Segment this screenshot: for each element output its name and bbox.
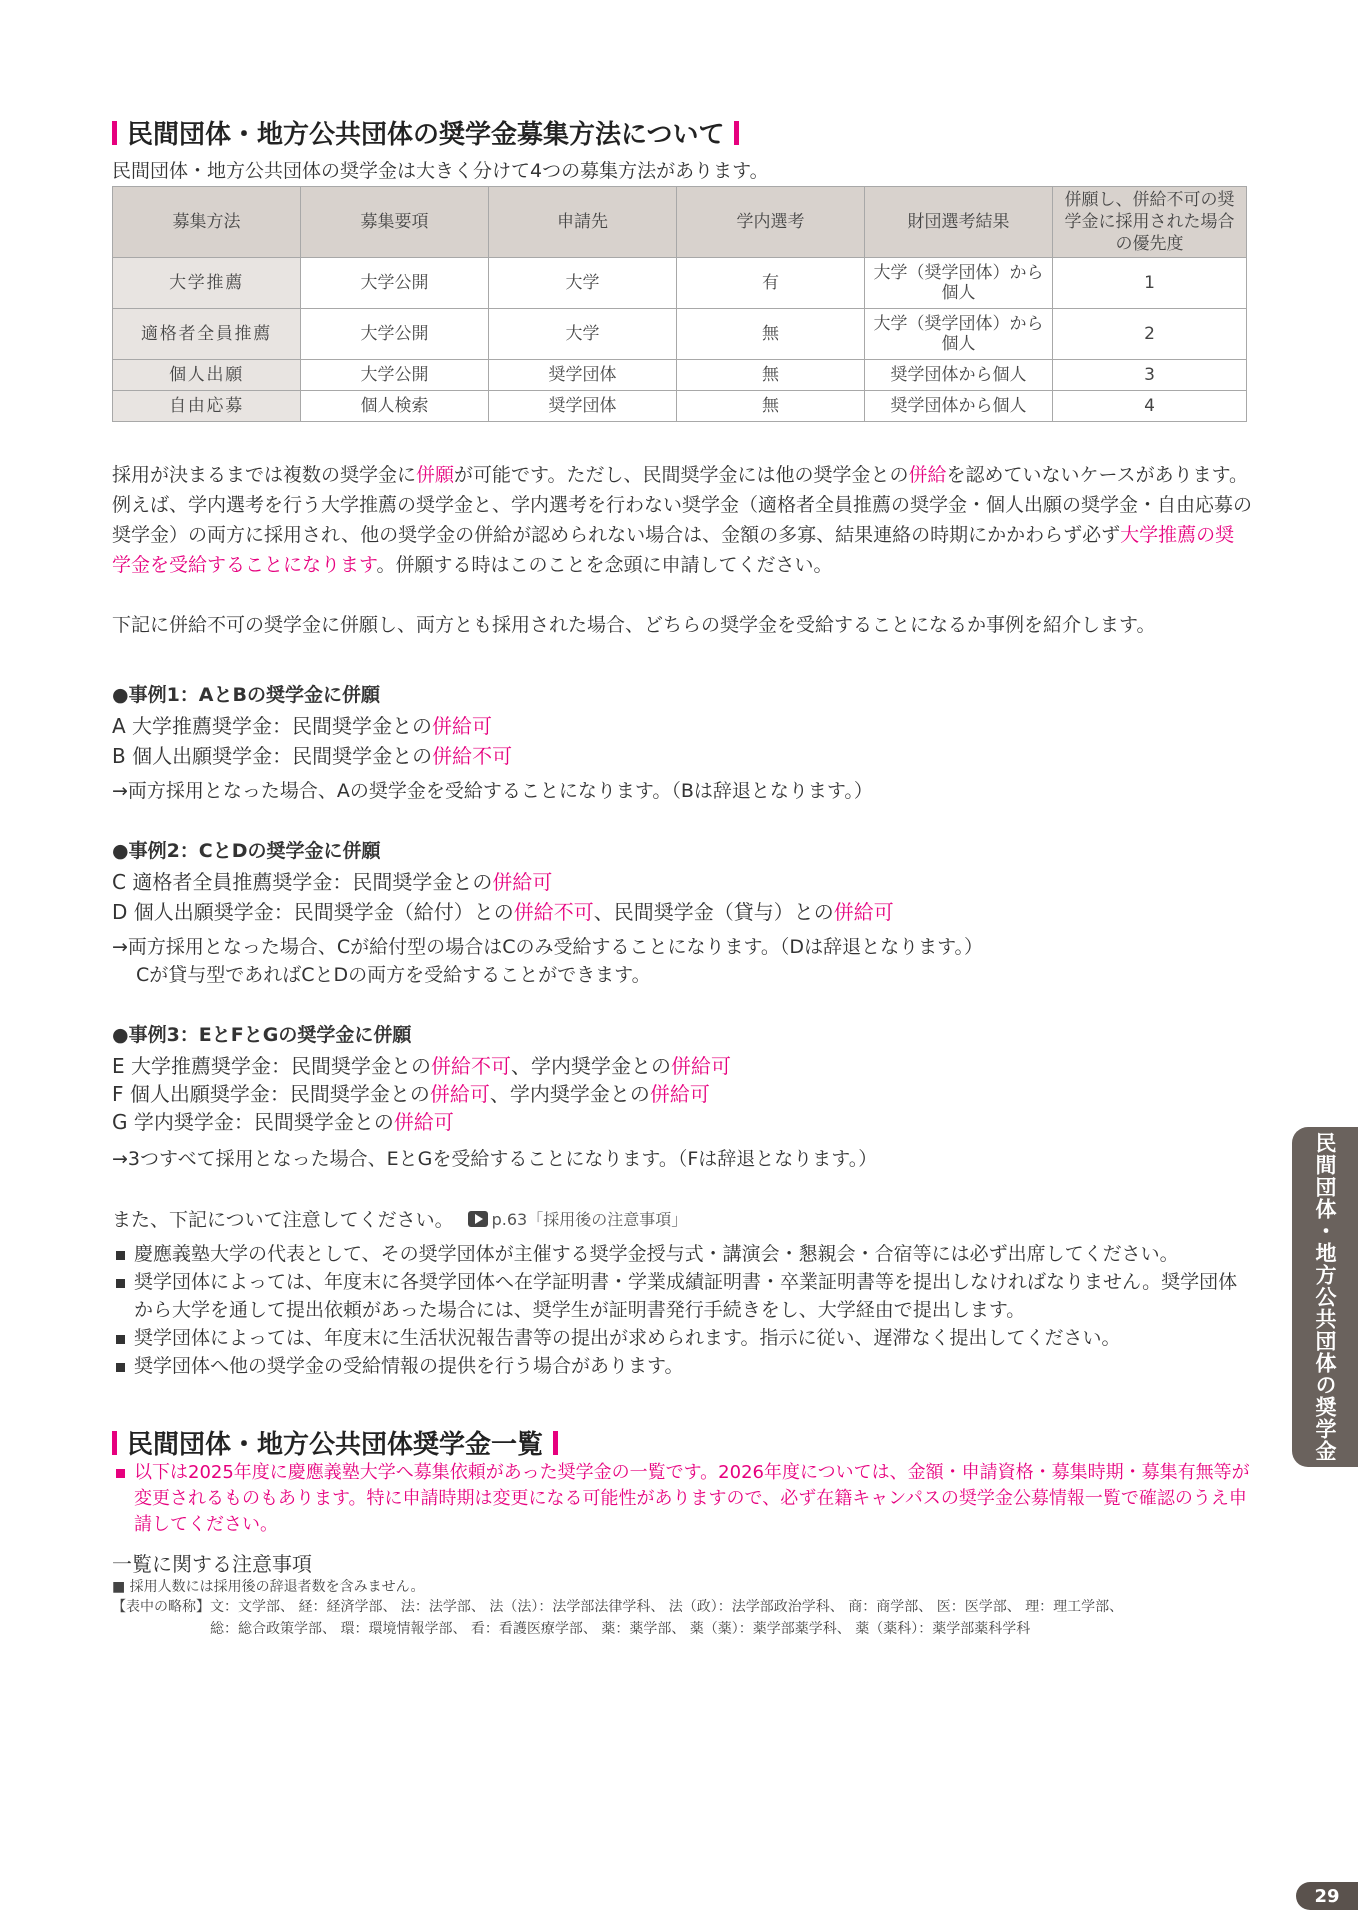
- case2-line-d: [112, 896, 894, 925]
- text-span: E 大学推薦奨学金：民間奨学金との: [112, 1054, 431, 1078]
- text-span: A 大学推薦奨学金：民間奨学金との: [112, 714, 433, 738]
- list-item: 慶應義塾大学の代表として、その奨学団体が主催する奨学金授与式・講演会・懇親会・合宿等には必ず出席してください。: [112, 1240, 1252, 1268]
- table-cell: 1: [1053, 258, 1247, 309]
- explanation-paragraph: 下記に併給不可の奨学金に併願し、両方とも採用された場合、どちらの奨学金を受給することになるか事例を紹介します。: [112, 614, 1156, 636]
- table-cell: 個人検索: [301, 391, 489, 422]
- table-header-cell: 併願し、併給不可の奨学金に採用された場合の優先度: [1053, 187, 1247, 258]
- section-title-methods: [112, 114, 739, 151]
- highlight-text: 併給: [908, 464, 947, 486]
- table-cell: 自由応募: [113, 391, 301, 422]
- table-cell: 無: [677, 391, 865, 422]
- heading-bar-right: [553, 1431, 558, 1455]
- table-cell: 大学（奨学団体）から個人: [865, 309, 1053, 360]
- table-cell: 個人出願: [113, 360, 301, 391]
- case3-line-g: [112, 1106, 454, 1135]
- abbreviation-body: [210, 1596, 1123, 1640]
- table-cell: 奨学団体から個人: [865, 391, 1053, 422]
- table-cell: 大学（奨学団体）から個人: [865, 258, 1053, 309]
- notice-text: 以下は2025年度に慶應義塾大学へ募集依頼があった奨学金の一覧です。2026年度については、金額・申請資格・募集時期・募集有無等が変更されるものもあります。特に申請時期は変更になる可能性がありますので、必ず在籍キャンパスの奨学金公募情報一覧で確認のうえ申請してください。: [112, 1460, 1252, 1538]
- table-header-cell: 申請先: [489, 187, 677, 258]
- highlight-text: 併給不可: [431, 1054, 511, 1078]
- list-item: 奨学団体へ他の奨学金の受給情報の提供を行う場合があります。: [112, 1352, 1252, 1380]
- abbreviation-label: 【表中の略称】: [112, 1599, 210, 1615]
- table-header-cell: 学内選考: [677, 187, 865, 258]
- page-reference-text: p.63「採用後の注意事項」: [491, 1210, 688, 1229]
- notes-intro: [112, 1205, 687, 1232]
- highlight-text: 併給可: [393, 1110, 454, 1134]
- highlight-text: 併給不可: [513, 900, 594, 924]
- table-cell: 奨学団体: [489, 391, 677, 422]
- section-title-list: [112, 1424, 558, 1461]
- text-span: 、民間奨学金（貸与）との: [593, 900, 834, 924]
- arrow-right-icon: [468, 1211, 488, 1227]
- page-reference-link[interactable]: [468, 1207, 688, 1230]
- table-cell: 適格者全員推薦: [113, 309, 301, 360]
- page-number: 29: [1296, 1882, 1358, 1910]
- methods-lead: 民間団体・地方公共団体の奨学金は大きく分けて4つの募集方法があります。: [112, 160, 769, 182]
- text-span: 、学内奨学金との: [511, 1054, 671, 1078]
- table-cell: 大学公開: [301, 360, 489, 391]
- case3-line-f: [112, 1078, 710, 1107]
- heading-bar-right: [734, 121, 739, 145]
- text-span: F 個人出願奨学金：民間奨学金との: [112, 1082, 430, 1106]
- explanation-paragraph: [112, 490, 1252, 580]
- highlight-text: 併給可: [429, 1082, 490, 1106]
- text-span: を認めていないケースがあります。: [946, 464, 1249, 486]
- notes-list: [112, 1240, 1252, 1380]
- highlight-text: 併給可: [671, 1054, 731, 1078]
- section-title-methods-text: 民間団体・地方公共団体の奨学金募集方法について: [127, 120, 725, 150]
- section-title-list-text: 民間団体・地方公共団体奨学金一覧: [127, 1430, 544, 1460]
- table-row: [113, 391, 1247, 422]
- highlight-text: 併給可: [833, 900, 894, 924]
- highlight-text: 併願: [416, 464, 455, 486]
- table-cell: 奨学団体: [489, 360, 677, 391]
- list-item: 奨学団体によっては、年度末に生活状況報告書等の提出が求められます。指示に従い、遅滞なく提出してください。: [112, 1324, 1252, 1352]
- explanation-paragraph: [112, 460, 1252, 490]
- text-span: が可能です。ただし、民間奨学金には他の奨学金との: [454, 464, 909, 486]
- text-span: 採用が決まるまでは複数の奨学金に: [112, 464, 417, 486]
- text-span: 。併願する時はこのことを念頭に申請してください。: [376, 554, 833, 576]
- case1-line-b: [112, 740, 512, 769]
- case2-result: →両方採用となった場合、Cが給付型の場合はCのみ受給することになります。（Dは辞退となります。）: [112, 936, 984, 958]
- table-cell: 奨学団体から個人: [865, 360, 1053, 391]
- abbreviation-legend: [112, 1596, 1123, 1640]
- table-cell: 大学公開: [301, 309, 489, 360]
- case3-title: ●事例3：EとFとGの奨学金に併願: [112, 1024, 412, 1046]
- case2-result-cont: Cが貸与型であればCとDの両方を受給することができます。: [136, 964, 651, 986]
- text-span: B 個人出願奨学金：民間奨学金との: [112, 744, 433, 768]
- case1-line-a: [112, 710, 492, 739]
- table-cell: 大学推薦: [113, 258, 301, 309]
- case1-result: →両方採用となった場合、Aの奨学金を受給することになります。（Bは辞退となります。）: [112, 780, 873, 802]
- table-cell: 大学: [489, 258, 677, 309]
- small-note: ■ 採用人数には採用後の辞退者数を含みません。: [112, 1579, 425, 1595]
- table-cell: 3: [1053, 360, 1247, 391]
- heading-bar-left: [112, 1431, 117, 1455]
- highlight-text: 併給可: [649, 1082, 710, 1106]
- abbreviation-line: 文：文学部、 経：経済学部、 法：法学部、 法（法）：法学部法律学科、 法（政）：法学部政治学科、 商：商学部、 医：医学部、 理：理工学部、: [210, 1599, 1124, 1615]
- case3-result: →3つすべて採用となった場合、EとGを受給することになります。（Fは辞退となります。）: [112, 1148, 878, 1170]
- highlight-text: 併給可: [492, 870, 553, 894]
- text-span: 、学内奨学金との: [489, 1082, 650, 1106]
- text-span: D 個人出願奨学金：民間奨学金（給付）との: [112, 900, 514, 924]
- table-cell: 大学: [489, 309, 677, 360]
- text-span: G 学内奨学金：民間奨学金との: [112, 1110, 394, 1134]
- case1-title: ●事例1：AとBの奨学金に併願: [112, 684, 380, 706]
- table-row: [113, 309, 1247, 360]
- table-cell: 無: [677, 360, 865, 391]
- table-cell: 大学公開: [301, 258, 489, 309]
- pink-notice: [112, 1460, 1252, 1538]
- table-row: [113, 360, 1247, 391]
- side-index-tab: 民間団体・地方公共団体の奨学金: [1292, 1127, 1358, 1467]
- table-cell: 有: [677, 258, 865, 309]
- table-row: [113, 258, 1247, 309]
- highlight-text: 併給可: [432, 714, 493, 738]
- table-cell: 2: [1053, 309, 1247, 360]
- case2-line-c: [112, 866, 552, 895]
- case2-title: ●事例2：CとDの奨学金に併願: [112, 840, 381, 862]
- text-span: C 適格者全員推薦奨学金：民間奨学金との: [112, 870, 493, 894]
- text-span: 例えば、学内選考を行う大学推薦の奨学金と、学内選考を行わない奨学金（適格者全員推薦の奨学金・個人出願の奨学金・自由応募の奨学金）の両方に採用され、他の奨学金の併給が認められない場合は、金額の多寡、結果連絡の時期にかかわらず必ず: [112, 494, 1253, 546]
- table-header-row: [113, 187, 1247, 258]
- table-cell: 無: [677, 309, 865, 360]
- list-item: 奨学団体によっては、年度末に各奨学団体へ在学証明書・学業成績証明書・卒業証明書等を提出しなければなりません。奨学団体から大学を通して提出依頼があった場合には、奨学生が証明書発行手続きをし、大学経由で提出します。: [112, 1268, 1252, 1324]
- abbreviation-line: 総：総合政策学部、 環：環境情報学部、 看：看護医療学部、 薬：薬学部、 薬（薬）：薬学部薬学科、 薬（薬科）：薬学部薬科学科: [210, 1621, 1031, 1637]
- methods-table: [112, 186, 1247, 422]
- highlight-text: 大学推薦の奨学金を受給することになります: [112, 524, 1235, 576]
- notes-intro-text: また、下記について注意してください。: [112, 1209, 454, 1231]
- case3-line-e: [112, 1050, 731, 1079]
- table-header-cell: 募集要項: [301, 187, 489, 258]
- heading-bar-left: [112, 121, 117, 145]
- highlight-text: 併給不可: [432, 744, 513, 768]
- table-cell: 4: [1053, 391, 1247, 422]
- explanation-block: [112, 460, 1252, 640]
- list-notes-heading: 一覧に関する注意事項: [112, 1552, 312, 1576]
- table-header-cell: 財団選考結果: [865, 187, 1053, 258]
- table-header-cell: 募集方法: [113, 187, 301, 258]
